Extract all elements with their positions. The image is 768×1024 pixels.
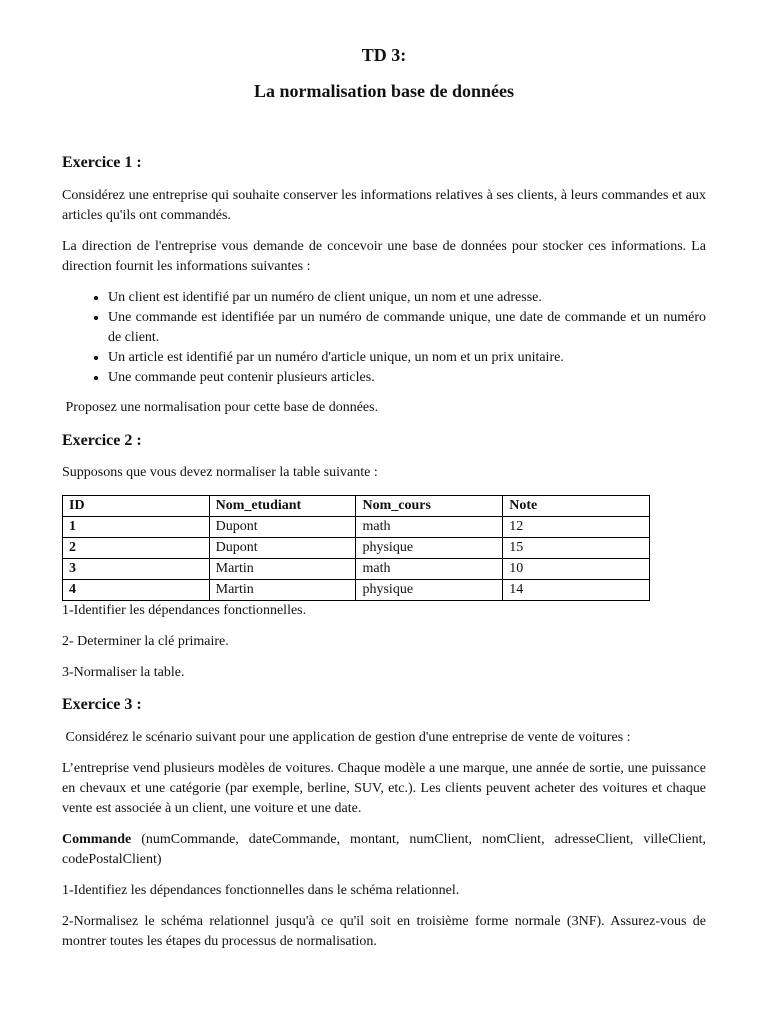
- grades-table: [62, 495, 650, 601]
- column-header-nom-cours: Nom_cours: [356, 496, 503, 517]
- table-cell: 12: [503, 517, 650, 538]
- exercise-3-paragraph-2: L’entreprise vend plusieurs modèles de voitures. Chaque modèle a une marque, une année de sortie, une puissance en chevaux et une catégorie (par exemple, berline, SUV, etc.). Les clients peuvent acheter des voitures et chaque vente est associée à un client, une voiture et une date.: [62, 761, 706, 816]
- table-cell: math: [356, 559, 503, 580]
- table-cell: Martin: [209, 559, 356, 580]
- table-cell: math: [356, 517, 503, 538]
- table-row: [63, 580, 650, 601]
- exercise-3-heading: Exercice 3 :: [62, 696, 142, 713]
- schema-attributes: (numCommande, dateCommande, montant, numClient, nomClient, adresseClient, villeClient, codePostalClient): [62, 832, 706, 867]
- exercise-2-question-1: 1-Identifier les dépendances fonctionnelles.: [62, 603, 307, 618]
- table-cell: physique: [356, 538, 503, 559]
- column-header-id: ID: [63, 496, 210, 517]
- exercise-3-schema: [62, 830, 706, 870]
- exercise-1-paragraph-3: Proposez une normalisation pour cette base de données.: [62, 400, 379, 415]
- exercise-1-heading: Exercice 1 :: [62, 154, 142, 171]
- table-cell: 15: [503, 538, 650, 559]
- schema-relation-name: Commande: [62, 832, 132, 847]
- table-row: [63, 517, 650, 538]
- list-item: • Un client est identifié par un numéro de client unique, un nom et une adresse.: [108, 288, 706, 308]
- table-header-row: [63, 496, 650, 517]
- exercise-2-question-2: 2- Determiner la clé primaire.: [62, 634, 229, 649]
- table-cell: 3: [63, 559, 210, 580]
- table-cell: 1: [63, 517, 210, 538]
- table-cell: Martin: [209, 580, 356, 601]
- table-cell: 2: [63, 538, 210, 559]
- exercise-3-paragraph-1: Considérez le scénario suivant pour une application de gestion d'une entreprise de vente de voitures :: [62, 730, 631, 745]
- table-cell: 4: [63, 580, 210, 601]
- column-header-nom-etudiant: Nom_etudiant: [209, 496, 356, 517]
- exercise-3-question-2: 2-Normalisez le schéma relationnel jusqu'à ce qu'il soit en troisième forme normale (3NF). Assurez-vous de montrer toutes les étapes du processus de normalisation.: [62, 914, 706, 949]
- list-item: • Une commande est identifiée par un numéro de commande unique, une date de commande et un numéro de client.: [108, 308, 706, 348]
- list-item: • Une commande peut contenir plusieurs articles.: [108, 368, 706, 388]
- exercise-3-question-1: 1-Identifiez les dépendances fonctionnelles dans le schéma relationnel.: [62, 883, 460, 898]
- exercise-2-intro: Supposons que vous devez normaliser la table suivante :: [62, 465, 378, 480]
- exercise-2-heading: Exercice 2 :: [62, 432, 142, 449]
- document-title: TD 3:: [361, 45, 407, 65]
- exercise-1-bullet-list: [62, 288, 706, 388]
- list-item: • Un article est identifié par un numéro d'article unique, un nom et un prix unitaire.: [108, 348, 706, 368]
- exercise-1-paragraph-1: Considérez une entreprise qui souhaite conserver les informations relatives à ses clients, à leurs commandes et aux articles qu'ils ont commandés.: [62, 188, 706, 223]
- table-cell: Dupont: [209, 517, 356, 538]
- document-subtitle: La normalisation base de données: [253, 81, 515, 101]
- table-cell: 10: [503, 559, 650, 580]
- table-row: [63, 559, 650, 580]
- table-cell: Dupont: [209, 538, 356, 559]
- column-header-note: Note: [503, 496, 650, 517]
- table-row: [63, 538, 650, 559]
- exercise-1-paragraph-2: La direction de l'entreprise vous demande de concevoir une base de données pour stocker ces informations. La direction fournit les informations suivantes :: [62, 239, 706, 274]
- table-cell: physique: [356, 580, 503, 601]
- table-cell: 14: [503, 580, 650, 601]
- exercise-2-question-3: 3-Normaliser la table.: [62, 665, 185, 680]
